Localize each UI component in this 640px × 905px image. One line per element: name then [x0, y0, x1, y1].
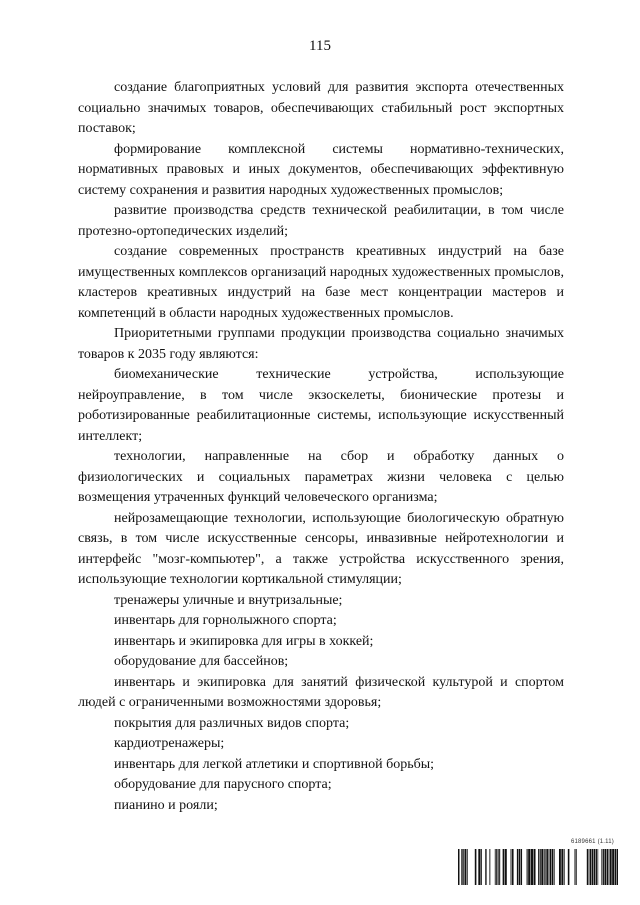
document-body — [78, 78, 564, 816]
list-item: технологии, направленные на сбор и обработку данных о физиологических и социальных параметрах жизни человека с целью возмещения утраченных функций человеческого организма; — [78, 449, 564, 505]
list-item: кардиотренажеры; — [114, 736, 225, 751]
list-item: инвентарь и экипировка для занятий физической культурой и спортом людей с ограниченными возможностями здоровья; — [78, 674, 564, 710]
paragraph: формирование комплексной системы нормативно-технических, нормативных правовых и иных документов, обеспечивающих эффективную систему сохранения и развития народных художественных промыслов; — [78, 141, 564, 198]
list-item: биомеханические технические устройства, использующие нейроуправление, в том числе экзоскелеты, бионические протезы и роботизированные реабилитационные системы, использующие искусственный интеллект; — [78, 367, 564, 444]
list-item: инвентарь для горнолыжного спорта; — [114, 613, 337, 628]
paragraph: создание современных пространств креативных индустрий на базе имущественных комплексов организаций народных художественных промыслов, кластеров креативных индустрий на базе мест концентрации мастеров и компетенций в области народных художественных промыслов. — [78, 244, 564, 321]
list-item: покрытия для различных видов спорта; — [114, 715, 350, 731]
list-item: инвентарь и экипировка для игры в хоккей; — [114, 633, 374, 649]
list-item: пианино и рояли; — [114, 797, 218, 813]
list-item: тренажеры уличные и внутризальные; — [114, 592, 343, 608]
paragraph: развитие производства средств технической реабилитации, в том числе протезно-ортопедических изделий; — [78, 203, 564, 239]
list-item: нейрозамещающие технологии, использующие биологическую обратную связь, в том числе искусственные сенсоры, инвазивные нейротехнологии и интерфейс "мозг-компьютер", а также устройства искусственного зрения, использующие технологии кортикальной стимуляции; — [78, 510, 564, 587]
document-footer — [458, 839, 618, 885]
paragraph: Приоритетными группами продукции производства социально значимых товаров к 2035 году являются: — [78, 326, 564, 362]
list-item: оборудование для бассейнов; — [114, 654, 289, 669]
list-item: оборудование для парусного спорта; — [114, 777, 332, 792]
barcode-icon — [458, 849, 618, 885]
page-number: 115 — [309, 38, 331, 54]
list-item: инвентарь для легкой атлетики и спортивной борьбы; — [114, 756, 435, 772]
barcode-code: 6189661 (1.11) — [570, 839, 614, 845]
paragraph: создание благоприятных условий для развития экспорта отечественных социально значимых товаров, обеспечивающих стабильный рост экспортных поставок; — [78, 80, 564, 136]
